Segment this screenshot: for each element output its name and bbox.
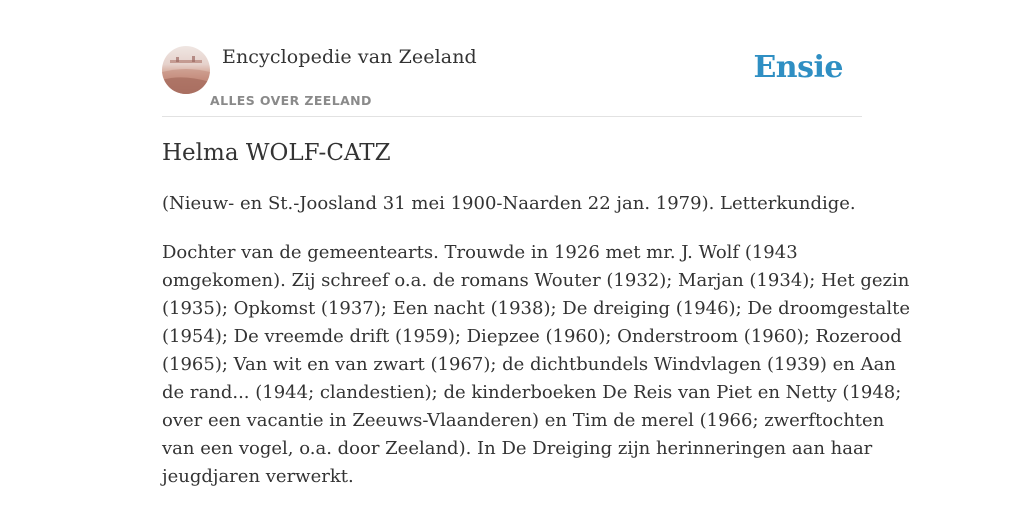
- ensie-brand-link[interactable]: Ensie: [753, 50, 843, 85]
- body-line: over een vacantie in Zeeuws-Vlaanderen) en Tim de merel (1966; zwerftochten: [162, 410, 885, 431]
- body-line: jeugdjaren verwerkt.: [162, 466, 354, 487]
- article-lead: (Nieuw- en St.-Joosland 31 mei 1900-Naarden 22 jan. 1979). Letterkundige.: [162, 193, 856, 214]
- site-header: [162, 44, 862, 117]
- zeeland-landscape-icon: [162, 46, 210, 94]
- body-line: van een vogel, o.a. door Zeeland). In De Dreiging zijn herinneringen aan haar: [162, 438, 873, 459]
- body-line: (1935); Opkomst (1937); Een nacht (1938); De dreiging (1946); De droomgestalte: [162, 298, 911, 319]
- body-line: Dochter van de gemeentearts. Trouwde in 1926 met mr. J. Wolf (1943: [162, 242, 798, 263]
- site-logo[interactable]: [162, 46, 210, 94]
- article-body: [162, 239, 911, 491]
- site-tagline: ALLES OVER ZEELAND: [210, 93, 372, 108]
- body-line: (1965); Van wit en van zwart (1967); de dichtbundels Windvlagen (1939) en Aan: [162, 354, 896, 375]
- body-line: de rand... (1944; clandestien); de kinderboeken De Reis van Piet en Netty (1948;: [162, 382, 902, 403]
- site-name[interactable]: Encyclopedie van Zeeland: [222, 46, 477, 68]
- body-line: omgekomen). Zij schreef o.a. de romans Wouter (1932); Marjan (1934); Het gezin: [162, 270, 910, 291]
- article-title: Helma WOLF-CATZ: [162, 140, 391, 166]
- body-line: (1954); De vreemde drift (1959); Diepzee (1960); Onderstroom (1960); Rozerood: [162, 326, 902, 347]
